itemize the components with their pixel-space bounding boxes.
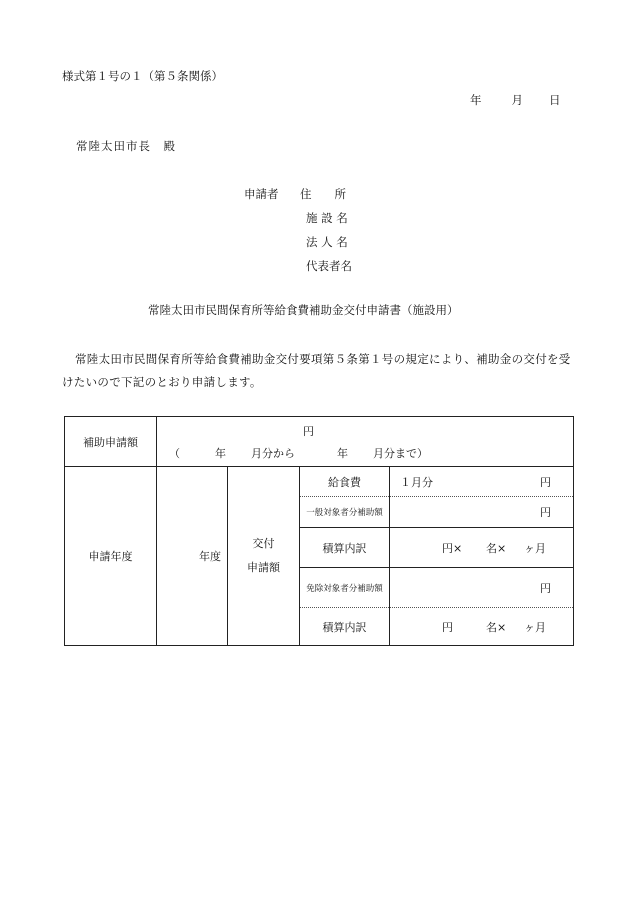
date-year: 年 [470,93,482,107]
grant-label-line2: 申請額 [247,561,280,574]
period-month-from: 月分から [251,447,295,460]
meal-cost-yen: 円 [540,475,551,489]
date-line [470,92,561,108]
date-day: 日 [549,93,561,107]
meal-cost-value [390,467,574,497]
grant-application-table [64,416,574,646]
exempt-breakdown-months: ヶ月 [524,620,546,634]
meal-cost-label: 給食費 [300,467,390,497]
general-subsidy-yen: 円 [540,506,551,519]
general-subsidy-label: 一般対象者分補助額 [300,497,390,528]
form-number: 様式第１号の１（第５条関係） [62,69,223,83]
meal-month: １月分 [400,475,433,489]
body-paragraph: 常陸太田市民間保育所等給食費補助金交付要項第５条第１号の規定により、補助金の交付を受けたいので下記のとおり申請します。 [62,352,571,389]
fiscal-year-cell: 年度 [157,467,228,646]
representative-name-label: 代表者名 [306,259,352,273]
exempt-breakdown-persons: 名× [486,620,507,634]
addressee: 常陸太田市長 殿 [76,139,176,153]
exempt-breakdown-yen: 円 [442,620,453,634]
period-open: （ [169,447,180,460]
exempt-subsidy-label: 免除対象者分補助額 [300,568,390,608]
exempt-breakdown-label: 積算内訳 [300,608,390,646]
period-year-from: 年 [215,447,226,460]
period-month-to: 月分まで） [373,447,428,460]
applicant-label: 申請者 [244,187,279,201]
exempt-subsidy-yen: 円 [540,581,551,595]
general-breakdown-label: 積算内訳 [300,528,390,568]
document-title: 常陸太田市民間保育所等給食費補助金交付申請書（施設用） [148,303,459,317]
application-year-label: 申請年度 [65,467,157,646]
subsidy-amount-cell [157,417,574,467]
exempt-breakdown-value [390,608,574,646]
grant-label-line1: 交付 [252,537,275,550]
corporation-name-label: 法 人 名 [306,235,348,249]
general-breakdown-yen: 円× [442,541,463,555]
subsidy-yen: 円 [303,425,314,438]
exempt-subsidy-value [390,568,574,608]
general-breakdown-months: ヶ月 [524,541,546,555]
general-breakdown-persons: 名× [486,541,507,555]
date-month: 月 [511,93,523,107]
address-field-label: 住 所 [300,187,346,201]
grant-request-label [228,467,300,646]
general-subsidy-value [390,497,574,528]
facility-name-label: 施 設 名 [306,211,348,225]
subsidy-amount-label: 補助申請額 [65,417,157,467]
general-breakdown-value [390,528,574,568]
period-year-to: 年 [337,447,348,460]
